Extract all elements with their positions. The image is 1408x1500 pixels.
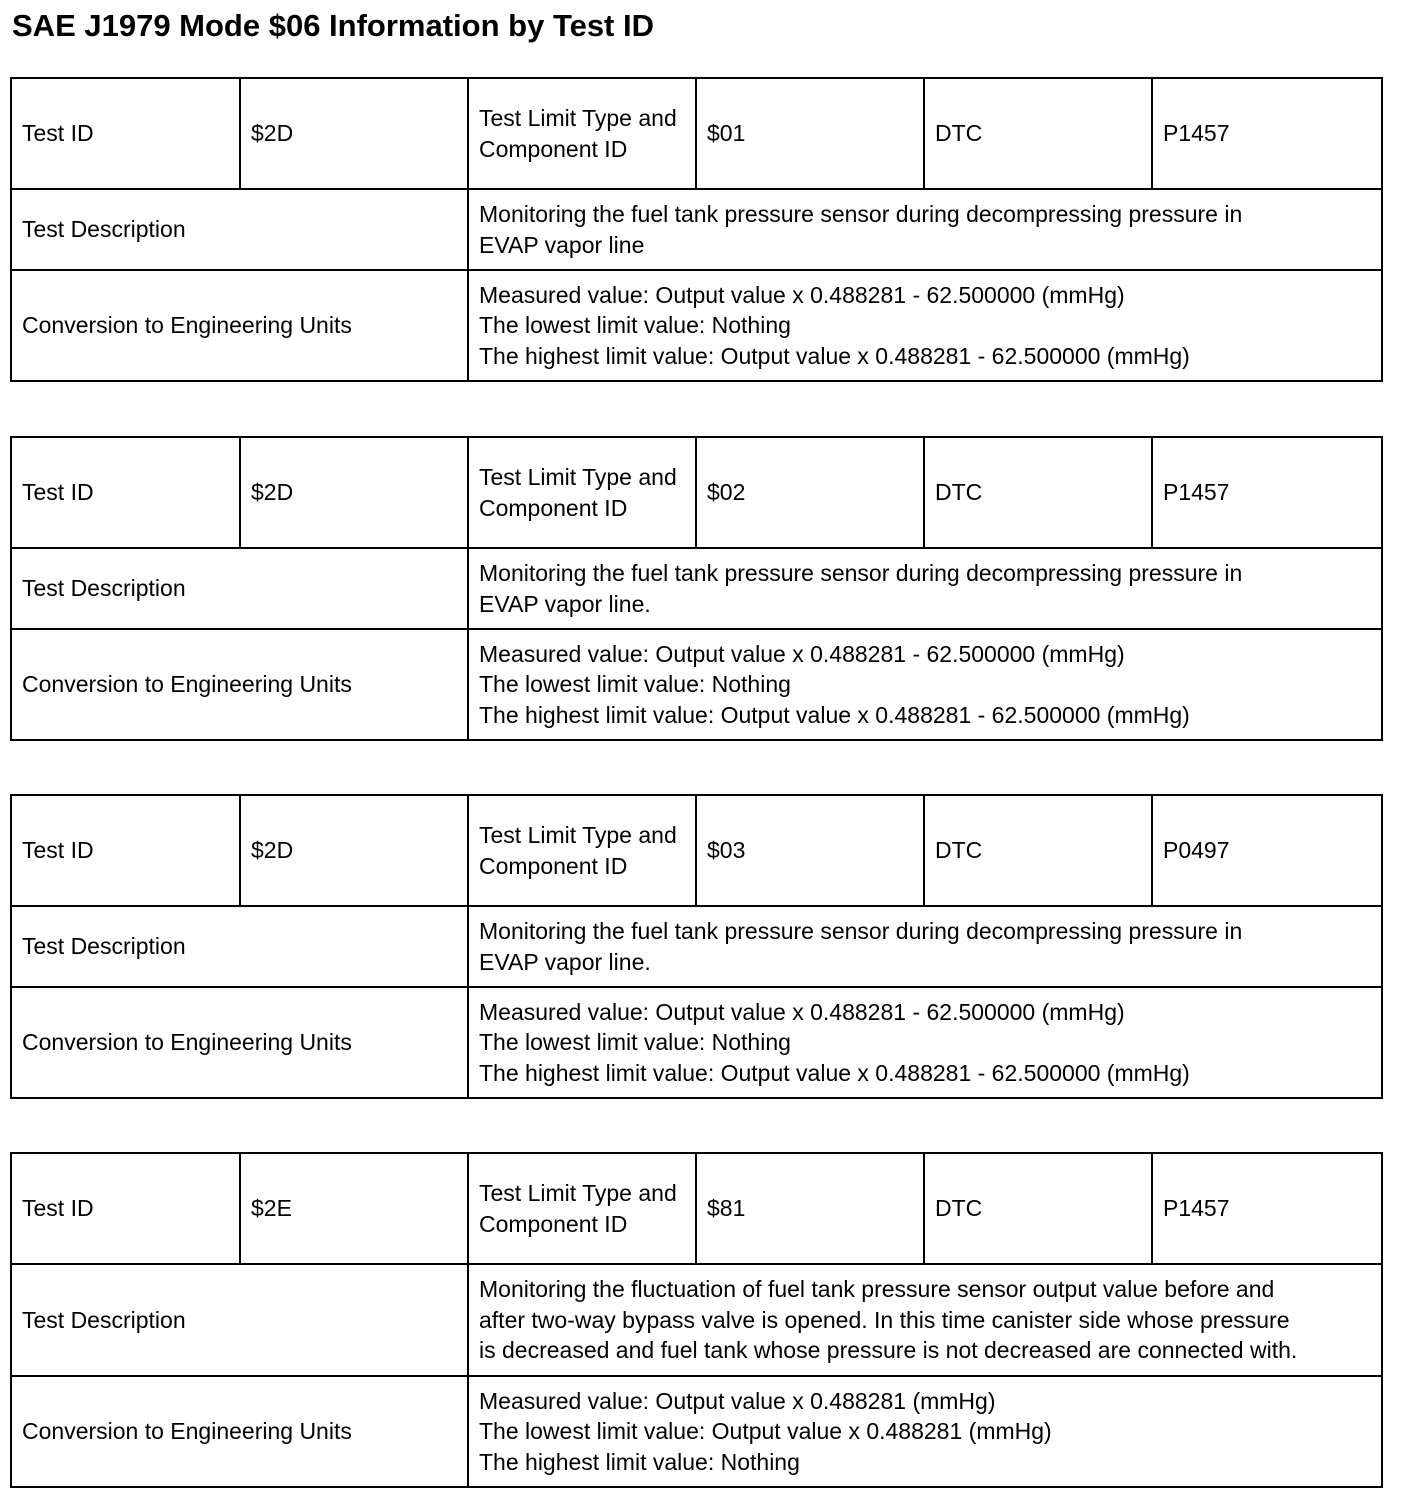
description-label: Test Description [11,189,468,270]
conversion-line: The highest limit value: Output value x 0.488281 - 62.500000 (mmHg) [479,701,1190,728]
description-line: Monitoring the fuel tank pressure sensor during decompressing pressure in [479,918,1243,944]
description-row [11,1264,1382,1376]
test-id-label: Test ID [11,795,240,906]
conversion-line: The highest limit value: Output value x 0.488281 - 62.500000 (mmHg) [479,1059,1190,1086]
test-id-table [10,436,1383,741]
dtc-label: DTC [924,1153,1152,1264]
description-line: Monitoring the fuel tank pressure sensor during decompressing pressure in [479,560,1243,586]
test-id-label: Test ID [11,1153,240,1264]
conversion-row [11,1376,1382,1487]
test-id-label: Test ID [11,78,240,189]
description-label: Test Description [11,906,468,987]
conversion-value [468,629,1382,740]
description-label: Test Description [11,548,468,629]
limit-type-label: Test Limit Type and Component ID [479,1180,677,1237]
conversion-label: Conversion to Engineering Units [11,629,468,740]
description-line: EVAP vapor line. [479,590,651,617]
conversion-label: Conversion to Engineering Units [11,1376,468,1487]
description-value [468,1264,1382,1376]
test-id-table [10,794,1383,1099]
description-value [468,548,1382,629]
conversion-value [468,1376,1382,1487]
limit-type-label: Test Limit Type and Component ID [479,464,677,521]
conversion-row [11,270,1382,381]
dtc-value: P1457 [1152,437,1382,548]
limit-type-label: Test Limit Type and Component ID [479,822,677,879]
test-id-table [10,1152,1383,1488]
description-value [468,189,1382,270]
limit-type-label-cell [468,78,696,189]
limit-type-value: $81 [696,1153,924,1264]
description-line: Monitoring the fluctuation of fuel tank pressure sensor output value before and [479,1276,1275,1303]
limit-type-value: $03 [696,795,924,906]
test-id-value: $2D [240,78,468,189]
header-row [11,78,1382,189]
limit-type-label: Test Limit Type and Component ID [479,105,677,162]
description-line: is decreased and fuel tank whose pressure is not decreased are connected with. [479,1337,1298,1364]
conversion-line: The lowest limit value: Nothing [479,312,791,339]
conversion-line: The highest limit value: Nothing [479,1448,800,1475]
description-row [11,906,1382,987]
dtc-value: P1457 [1152,78,1382,189]
conversion-label: Conversion to Engineering Units [11,987,468,1098]
conversion-line: Measured value: Output value x 0.488281 - 62.500000 (mmHg) [479,998,1125,1025]
limit-type-label-cell [468,795,696,906]
conversion-line: Measured value: Output value x 0.488281 - 62.500000 (mmHg) [479,281,1125,308]
limit-type-value: $02 [696,437,924,548]
limit-type-label-cell [468,1153,696,1264]
limit-type-value: $01 [696,78,924,189]
description-line: EVAP vapor line. [479,948,651,975]
header-row [11,1153,1382,1264]
conversion-line: Measured value: Output value x 0.488281 (mmHg) [479,1387,996,1414]
dtc-value: P1457 [1152,1153,1382,1264]
header-row [11,795,1382,906]
conversion-row [11,629,1382,740]
conversion-line: The highest limit value: Output value x 0.488281 - 62.500000 (mmHg) [479,342,1190,369]
header-row [11,437,1382,548]
description-label: Test Description [11,1264,468,1376]
test-id-value: $2E [240,1153,468,1264]
description-row [11,548,1382,629]
test-id-value: $2D [240,437,468,548]
conversion-row [11,987,1382,1098]
test-id-label: Test ID [11,437,240,548]
dtc-value: P0497 [1152,795,1382,906]
conversion-line: The lowest limit value: Nothing [479,671,791,698]
page-title: SAE J1979 Mode $06 Information by Test ID [12,8,654,43]
conversion-line: The lowest limit value: Nothing [479,1029,791,1056]
dtc-label: DTC [924,78,1152,189]
test-id-value: $2D [240,795,468,906]
conversion-line: Measured value: Output value x 0.488281 - 62.500000 (mmHg) [479,640,1125,667]
conversion-label: Conversion to Engineering Units [11,270,468,381]
description-line: Monitoring the fuel tank pressure sensor during decompressing pressure in [479,201,1243,227]
description-line: after two-way bypass valve is opened. In this time canister side whose pressure [479,1306,1290,1333]
dtc-label: DTC [924,437,1152,548]
dtc-label: DTC [924,795,1152,906]
conversion-line: The lowest limit value: Output value x 0.488281 (mmHg) [479,1418,1052,1445]
limit-type-label-cell [468,437,696,548]
conversion-value [468,270,1382,381]
test-id-table [10,77,1383,382]
description-row [11,189,1382,270]
conversion-value [468,987,1382,1098]
description-value [468,906,1382,987]
description-line: EVAP vapor line [479,231,645,258]
